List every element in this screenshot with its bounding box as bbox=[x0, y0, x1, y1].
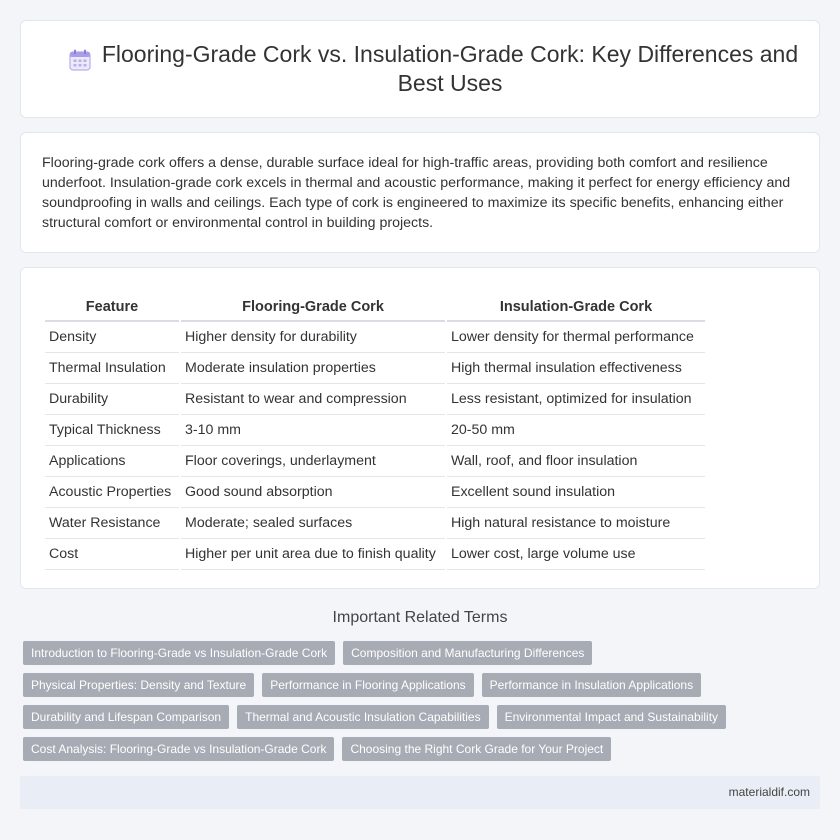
table-cell-feature: Thermal Insulation bbox=[45, 353, 179, 384]
related-terms-heading: Important Related Terms bbox=[332, 609, 508, 626]
tag-row bbox=[23, 641, 823, 665]
tag-row bbox=[23, 673, 823, 697]
table-cell-insulation: Less resistant, optimized for insulation bbox=[447, 384, 705, 415]
table-row bbox=[45, 508, 705, 539]
tag-row bbox=[23, 705, 823, 729]
table-cell-insulation: 20-50 mm bbox=[447, 415, 705, 446]
column-header-flooring-grade: Flooring-Grade Cork bbox=[181, 294, 445, 322]
table-cell-insulation: Excellent sound insulation bbox=[447, 477, 705, 508]
table-cell-flooring: Good sound absorption bbox=[181, 477, 445, 508]
table-row bbox=[45, 353, 705, 384]
table-cell-insulation: High natural resistance to moisture bbox=[447, 508, 705, 539]
related-term-tag[interactable]: Performance in Insulation Applications bbox=[482, 673, 701, 697]
comparison-table bbox=[43, 294, 707, 570]
footer bbox=[20, 776, 820, 809]
table-cell-feature: Acoustic Properties bbox=[45, 477, 179, 508]
table-row bbox=[45, 446, 705, 477]
header-card bbox=[20, 20, 820, 118]
table-cell-flooring: Moderate; sealed surfaces bbox=[181, 508, 445, 539]
table-row bbox=[45, 322, 705, 353]
table-cell-flooring: Moderate insulation properties bbox=[181, 353, 445, 384]
table-cell-flooring: Higher density for durability bbox=[181, 322, 445, 353]
footer-site-link[interactable]: materialdif.com bbox=[728, 785, 810, 799]
table-cell-feature: Density bbox=[45, 322, 179, 353]
table-cell-feature: Typical Thickness bbox=[45, 415, 179, 446]
related-term-tag[interactable]: Cost Analysis: Flooring-Grade vs Insulation-Grade Cork bbox=[23, 737, 334, 761]
tag-row bbox=[23, 737, 823, 761]
page-title: Flooring-Grade Cork vs. Insulation-Grade Cork: Key Differences and Best Uses bbox=[101, 41, 799, 96]
table-cell-feature: Cost bbox=[45, 539, 179, 570]
table-cell-flooring: Floor coverings, underlayment bbox=[181, 446, 445, 477]
table-cell-flooring: Higher per unit area due to finish quality bbox=[181, 539, 445, 570]
table-cell-flooring: 3-10 mm bbox=[181, 415, 445, 446]
table-header-row bbox=[45, 294, 705, 322]
comparison-table-card bbox=[20, 267, 820, 589]
table-row bbox=[45, 477, 705, 508]
table-cell-feature: Durability bbox=[45, 384, 179, 415]
table-cell-insulation: Lower density for thermal performance bbox=[447, 322, 705, 353]
table-row bbox=[45, 384, 705, 415]
related-term-tag[interactable]: Choosing the Right Cork Grade for Your Project bbox=[342, 737, 611, 761]
related-term-tag[interactable]: Thermal and Acoustic Insulation Capabilities bbox=[237, 705, 488, 729]
column-header-insulation-grade: Insulation-Grade Cork bbox=[447, 294, 705, 322]
related-term-tag[interactable]: Environmental Impact and Sustainability bbox=[497, 705, 726, 729]
related-term-tag[interactable]: Physical Properties: Density and Texture bbox=[23, 673, 254, 697]
table-cell-insulation: Wall, roof, and floor insulation bbox=[447, 446, 705, 477]
related-terms-tags bbox=[23, 641, 823, 769]
table-cell-flooring: Resistant to wear and compression bbox=[181, 384, 445, 415]
table-cell-feature: Water Resistance bbox=[45, 508, 179, 539]
related-term-tag[interactable]: Performance in Flooring Applications bbox=[262, 673, 473, 697]
related-term-tag[interactable]: Composition and Manufacturing Differences bbox=[343, 641, 592, 665]
related-term-tag[interactable]: Introduction to Flooring-Grade vs Insulation-Grade Cork bbox=[23, 641, 335, 665]
intro-paragraph: Flooring-grade cork offers a dense, durable surface ideal for high-traffic areas, providing both comfort and resilience underfoot. Insulation-grade cork excels in thermal and acoustic performance, making it perfect for energy efficiency and soundproofing in walls and ceilings. Each type of cork is engineered to maximize its specific benefits, enhancing either structural comfort or environmental control in building projects. bbox=[42, 155, 791, 231]
table-row bbox=[45, 415, 705, 446]
table-cell-insulation: High thermal insulation effectiveness bbox=[447, 353, 705, 384]
related-term-tag[interactable]: Durability and Lifespan Comparison bbox=[23, 705, 229, 729]
table-row bbox=[45, 539, 705, 570]
intro-card bbox=[20, 132, 820, 253]
table-cell-feature: Applications bbox=[45, 446, 179, 477]
column-header-feature: Feature bbox=[45, 294, 179, 322]
table-cell-insulation: Lower cost, large volume use bbox=[447, 539, 705, 570]
